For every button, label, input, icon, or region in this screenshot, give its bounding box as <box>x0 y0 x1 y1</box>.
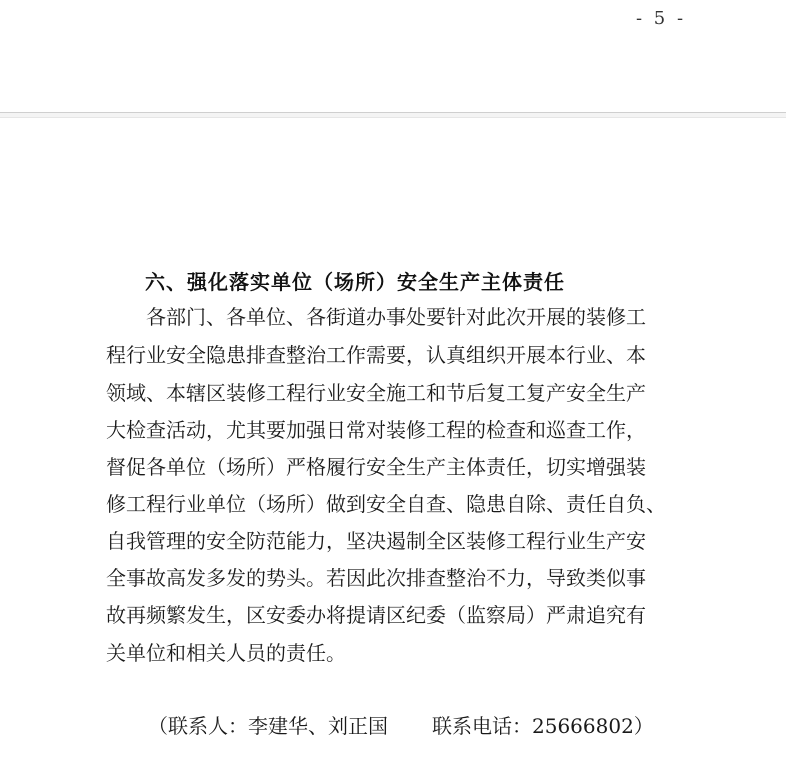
body-line: 程行业安全隐患排查整治工作需要，认真组织开展本行业、本 <box>106 343 646 367</box>
page-number: - 5 - <box>636 8 687 29</box>
body-line: 自我管理的安全防范能力，坚决遏制全区装修工程行业生产安 <box>106 529 646 553</box>
contact-phone: 联系电话：25666802） <box>432 714 654 738</box>
body-line: 全事故高发多发的势头。若因此次排查整治不力，导致类似事 <box>106 566 646 590</box>
body-line: 各部门、各单位、各街道办事处要针对此次开展的装修工 <box>146 305 646 329</box>
body-line: 督促各单位（场所）严格履行安全生产主体责任，切实增强装 <box>106 455 646 479</box>
body-line: 故再频繁发生，区安委办将提请区纪委（监察局）严肃追究有 <box>106 603 646 627</box>
body-line: 领域、本辖区装修工程行业安全施工和节后复工复产安全生产 <box>106 381 646 405</box>
body-line: 大检查活动，尤其要加强日常对装修工程的检查和巡查工作， <box>106 418 646 442</box>
body-line: 修工程行业单位（场所）做到安全自查、隐患自除、责任自负、 <box>106 492 666 516</box>
section-heading: 六、强化落实单位（场所）安全生产主体责任 <box>145 270 565 294</box>
contact-info <box>148 714 654 738</box>
body-line: 关单位和相关人员的责任。 <box>106 641 346 665</box>
contact-person: （联系人：李建华、刘正国 <box>148 714 388 738</box>
page-divider <box>0 112 786 118</box>
